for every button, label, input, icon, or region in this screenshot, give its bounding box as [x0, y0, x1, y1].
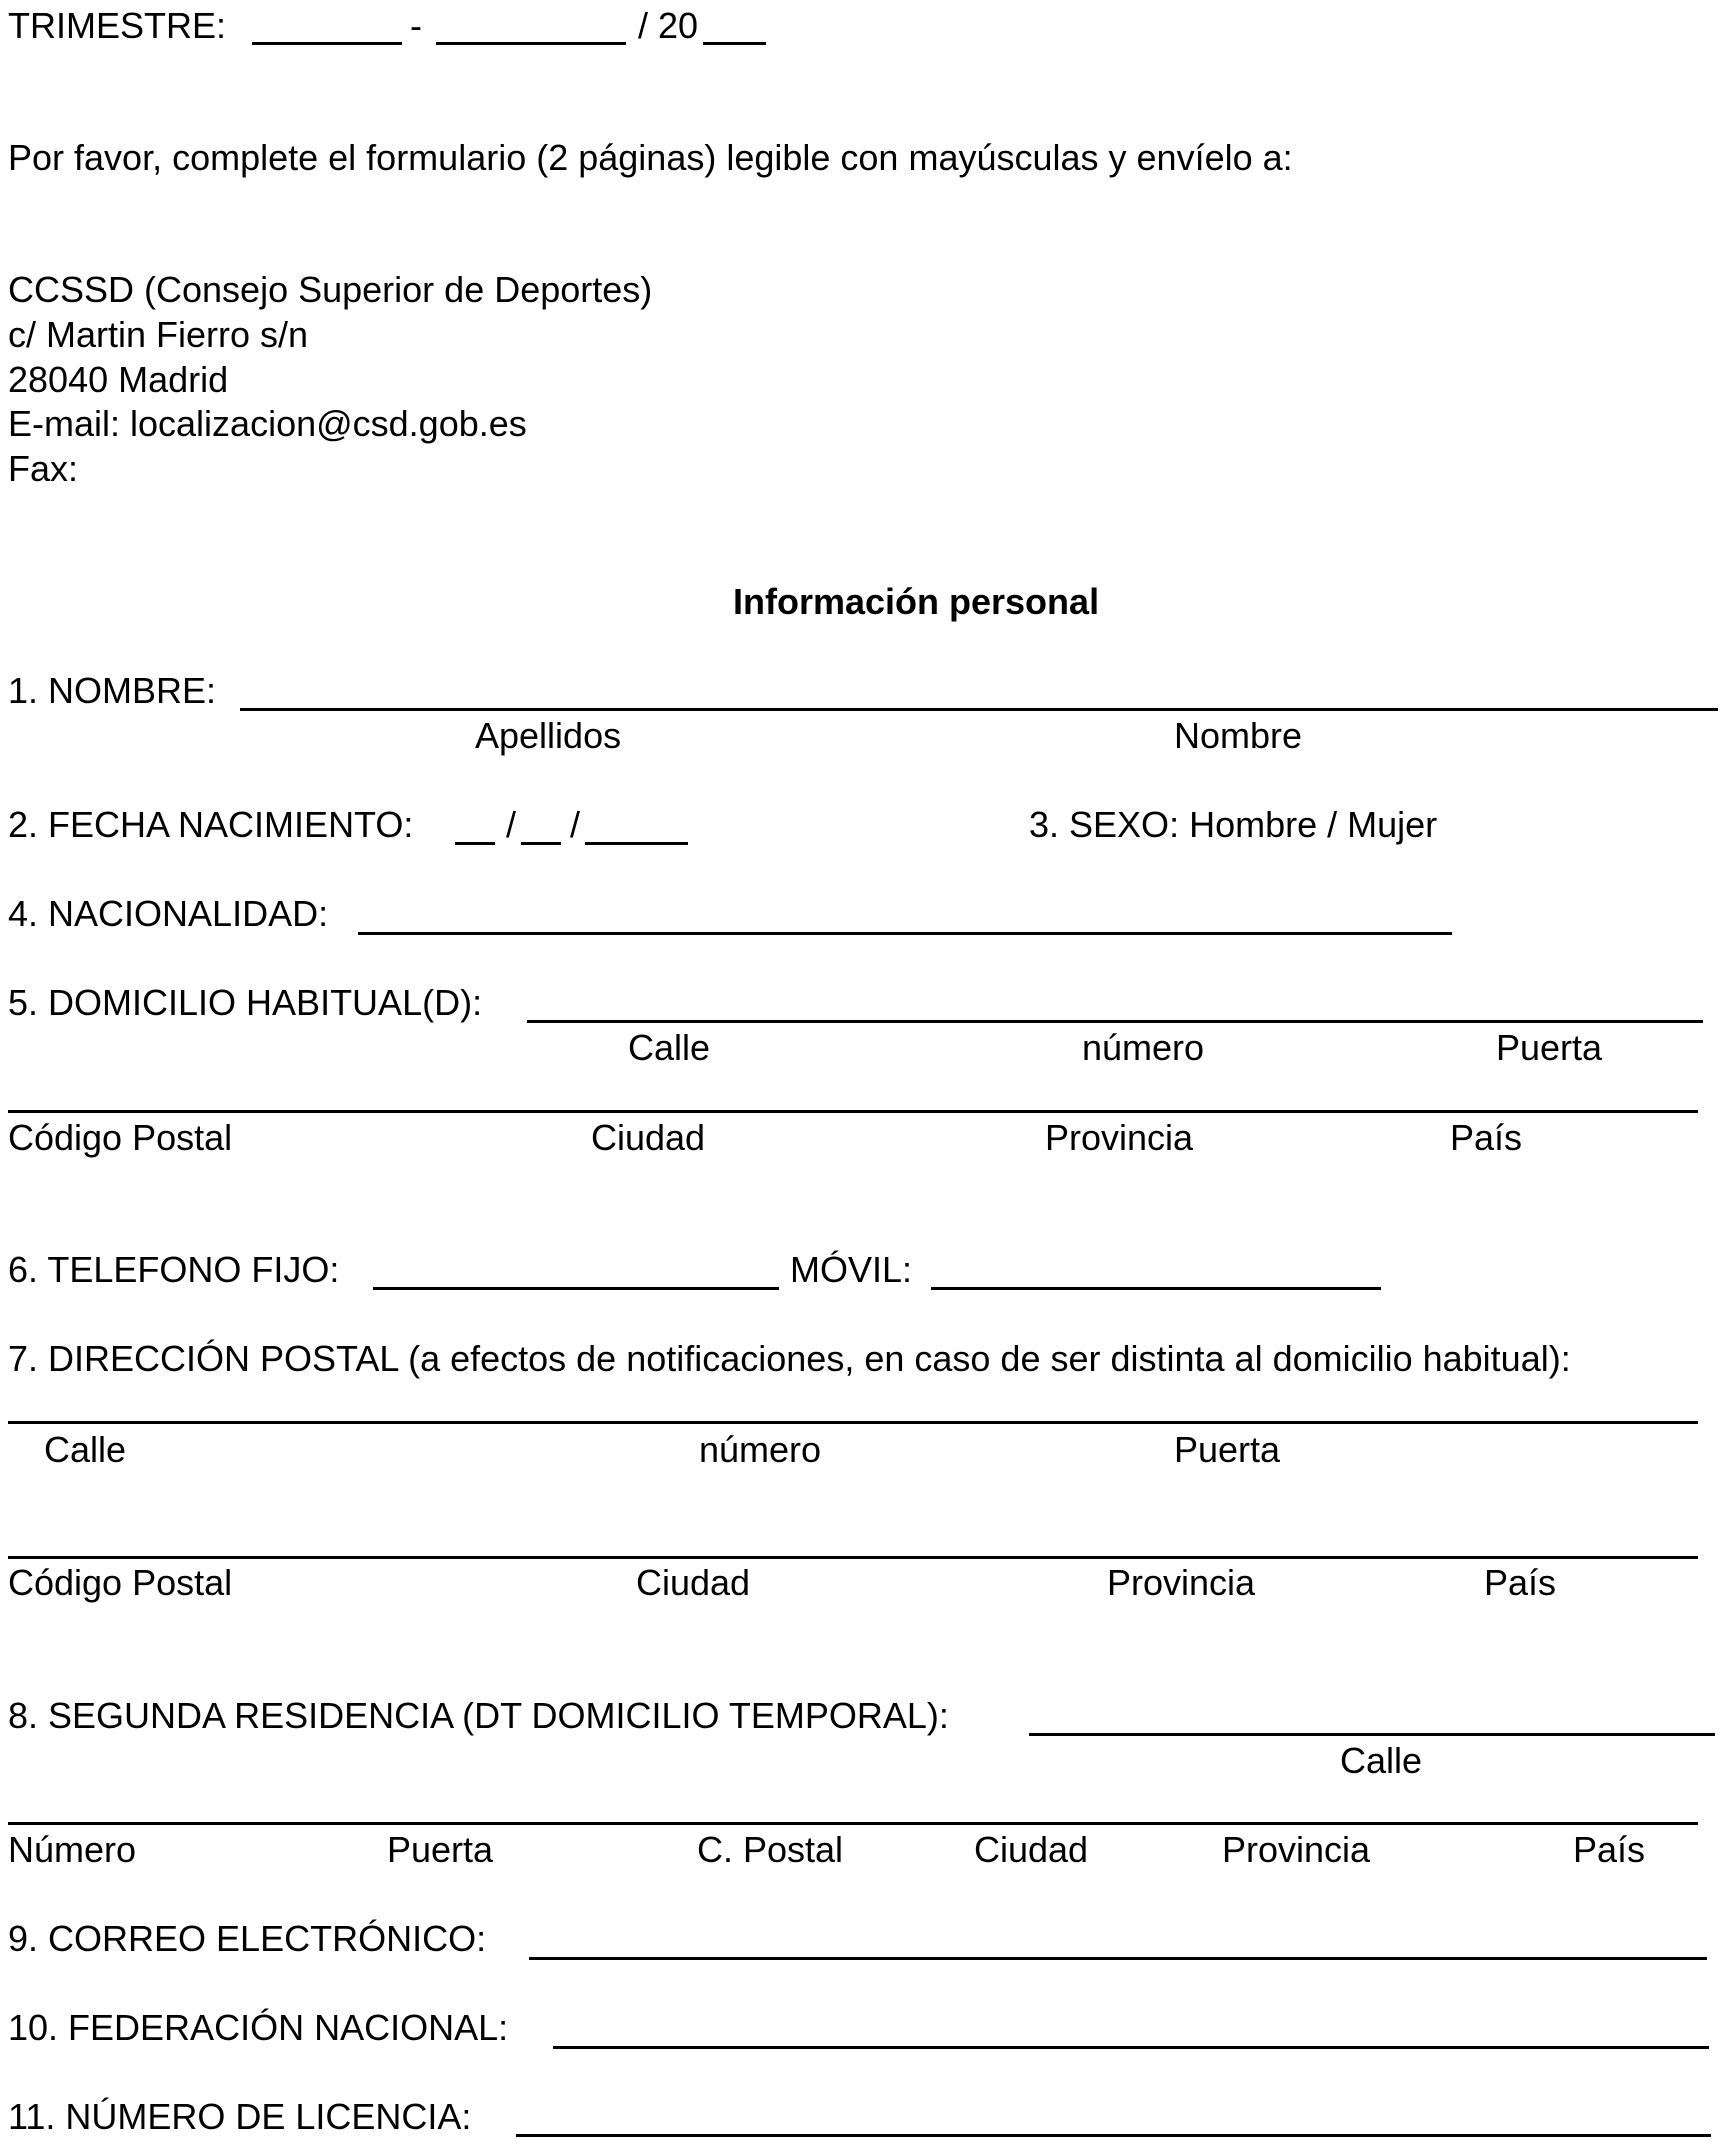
segunda-residencia-sub-calle: Calle: [1340, 1740, 1423, 1781]
fecha-month-field[interactable]: [521, 842, 561, 845]
address-line-2: c/ Martin Fierro s/n: [8, 314, 309, 355]
address-fax: Fax:: [8, 448, 79, 489]
federacion-field[interactable]: [553, 2046, 1709, 2049]
address-line-1: CCSSD (Consejo Superior de Deportes): [8, 269, 653, 310]
nacionalidad-field[interactable]: [358, 932, 1452, 935]
segunda-residencia-detalle-field[interactable]: [8, 1822, 1698, 1825]
trimestre-dash: -: [410, 5, 422, 46]
fecha-day-field[interactable]: [455, 842, 495, 845]
address-email: E-mail: localizacion@csd.gob.es: [8, 403, 527, 444]
telefono-label: 6. TELEFONO FIJO:: [8, 1249, 340, 1290]
domicilio-sub-provincia: Provincia: [1045, 1117, 1194, 1158]
direccion-postal-sub-calle: Calle: [44, 1429, 127, 1470]
trimestre-label: TRIMESTRE:: [8, 5, 227, 46]
nacionalidad-label: 4. NACIONALIDAD:: [8, 893, 329, 934]
nombre-label: 1. NOMBRE:: [8, 670, 217, 711]
fecha-year-field[interactable]: [585, 842, 688, 845]
domicilio-sub-puerta: Puerta: [1496, 1027, 1603, 1068]
domicilio-sub-pais: País: [1450, 1117, 1523, 1158]
intro-text: Por favor, complete el formulario (2 páginas) legible con mayúsculas y envíelo a:: [8, 137, 1293, 178]
fecha-sep-2: /: [570, 804, 581, 845]
segunda-residencia-sub-cpostal: C. Postal: [697, 1829, 844, 1870]
direccion-postal-sub-ciudad: Ciudad: [636, 1562, 751, 1603]
direccion-postal-sub-pais: País: [1484, 1562, 1557, 1603]
trimestre-start-field[interactable]: [252, 42, 402, 45]
correo-label: 9. CORREO ELECTRÓNICO:: [8, 1918, 487, 1959]
segunda-residencia-label: 8. SEGUNDA RESIDENCIA (DT DOMICILIO TEMPORAL):: [8, 1695, 949, 1736]
fecha-sep-1: /: [506, 804, 517, 845]
segunda-residencia-sub-numero: Número: [8, 1829, 137, 1870]
fecha-label: 2. FECHA NACIMIENTO:: [8, 804, 414, 845]
nombre-sub-nombre: Nombre: [1174, 715, 1303, 756]
nombre-sub-apellidos: Apellidos: [475, 715, 622, 756]
nombre-field[interactable]: [240, 708, 1718, 711]
direccion-postal-label: 7. DIRECCIÓN POSTAL (a efectos de notificaciones, en caso de ser distinta al domicilio habitual):: [8, 1338, 1571, 1379]
trimestre-year-field[interactable]: [703, 42, 766, 45]
trimestre-year-prefix: / 20: [638, 5, 699, 46]
direccion-postal-calle-field[interactable]: [8, 1421, 1698, 1424]
telefono-fijo-field[interactable]: [373, 1287, 779, 1290]
domicilio-sub-calle: Calle: [628, 1027, 711, 1068]
licencia-field[interactable]: [516, 2134, 1711, 2137]
section-title: Información personal: [733, 581, 1100, 622]
correo-field[interactable]: [529, 1957, 1707, 1960]
direccion-postal-sub-puerta: Puerta: [1174, 1429, 1281, 1470]
segunda-residencia-sub-ciudad: Ciudad: [974, 1829, 1089, 1870]
segunda-residencia-sub-pais: País: [1573, 1829, 1646, 1870]
telefono-movil-field[interactable]: [931, 1287, 1381, 1290]
domicilio-calle-field[interactable]: [527, 1020, 1703, 1023]
federacion-label: 10. FEDERACIÓN NACIONAL:: [8, 2007, 509, 2048]
domicilio-sub-cp: Código Postal: [8, 1117, 233, 1158]
domicilio-label: 5. DOMICILIO HABITUAL(D):: [8, 982, 483, 1023]
direccion-postal-sub-provincia: Provincia: [1107, 1562, 1256, 1603]
segunda-residencia-sub-puerta: Puerta: [387, 1829, 494, 1870]
direccion-postal-sub-cp: Código Postal: [8, 1562, 233, 1603]
domicilio-sub-numero: número: [1082, 1027, 1205, 1068]
address-line-3: 28040 Madrid: [8, 359, 229, 400]
movil-label: MÓVIL:: [790, 1249, 913, 1290]
direccion-postal-sub-numero: número: [699, 1429, 822, 1470]
domicilio-ciudad-field[interactable]: [8, 1110, 1698, 1113]
sexo-label: 3. SEXO: Hombre / Mujer: [1029, 804, 1438, 845]
segunda-residencia-sub-provincia: Provincia: [1222, 1829, 1371, 1870]
segunda-residencia-calle-field[interactable]: [1029, 1733, 1715, 1736]
direccion-postal-ciudad-field[interactable]: [8, 1556, 1698, 1559]
trimestre-end-field[interactable]: [436, 42, 626, 45]
domicilio-sub-ciudad: Ciudad: [591, 1117, 706, 1158]
licencia-label: 11. NÚMERO DE LICENCIA:: [8, 2096, 472, 2137]
